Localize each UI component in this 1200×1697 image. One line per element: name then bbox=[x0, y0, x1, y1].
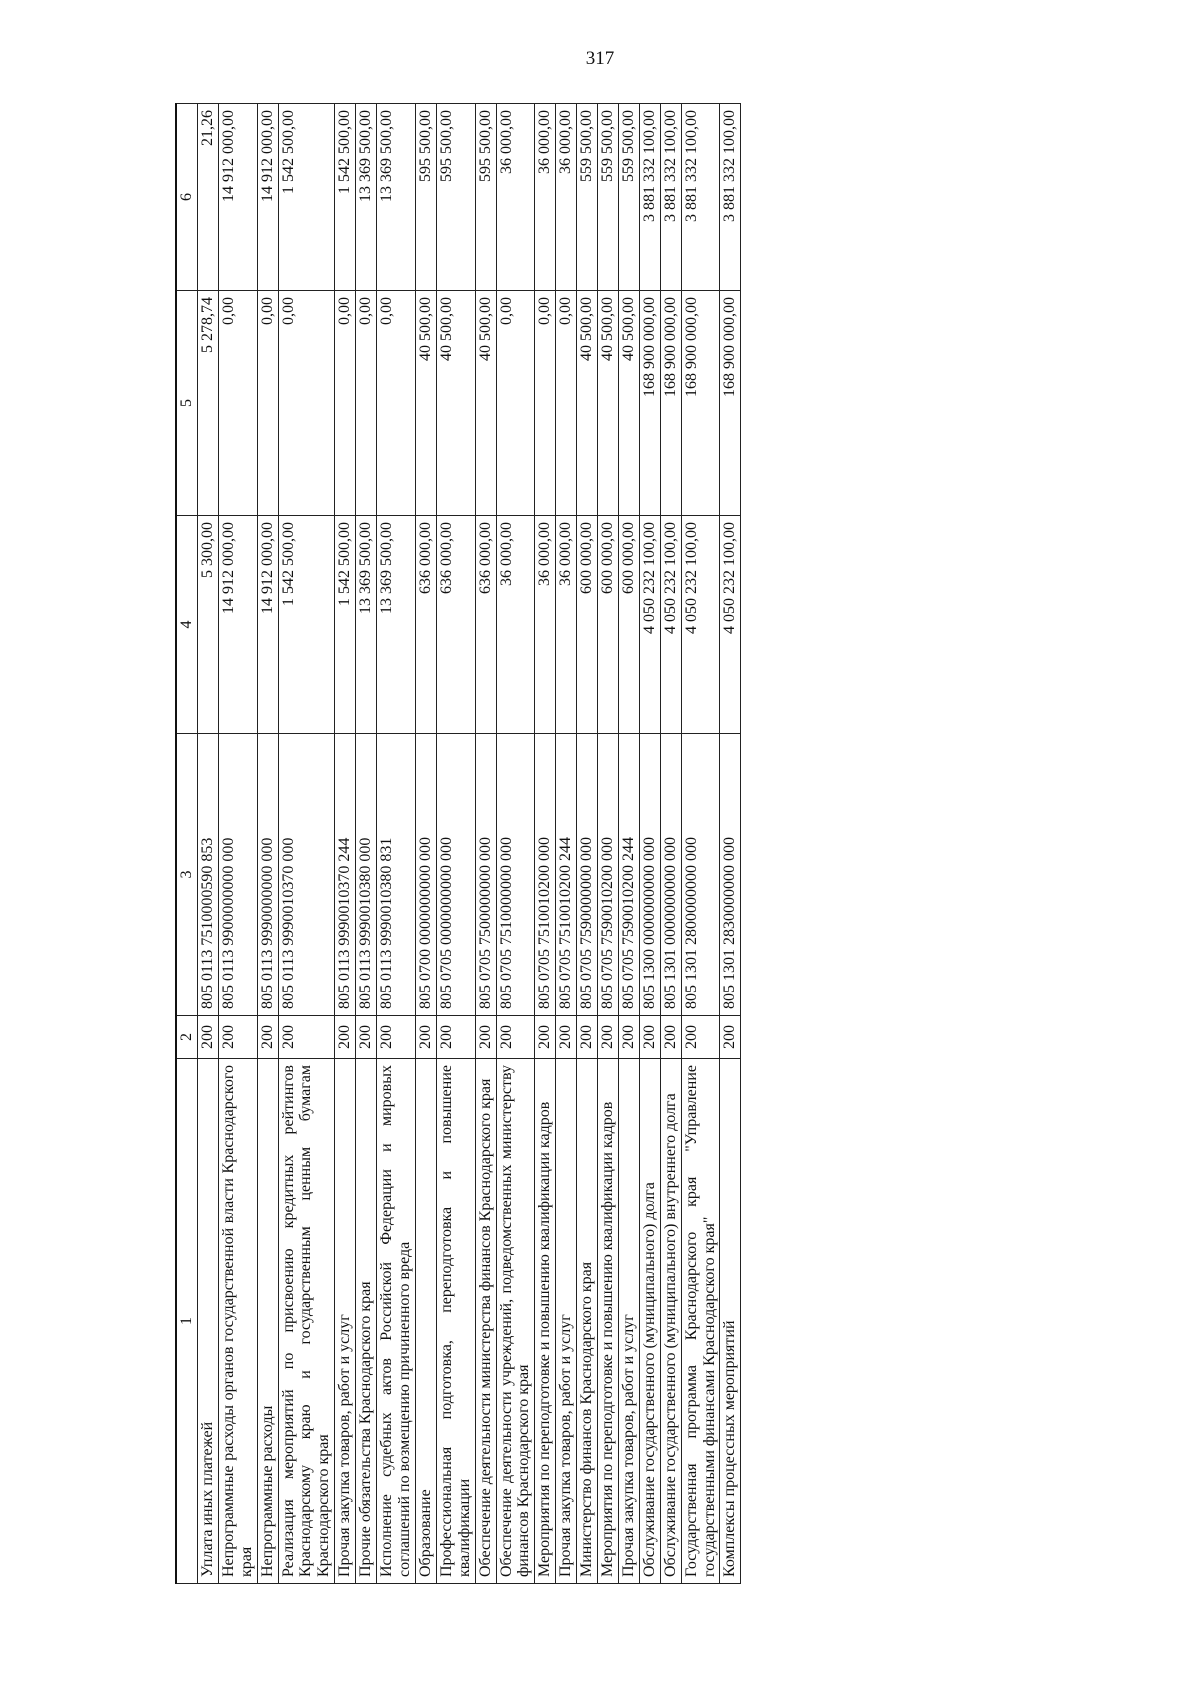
table-row bbox=[257, 104, 278, 1584]
row-code-cell: 200 bbox=[598, 1016, 619, 1059]
row-rest-cell: 36 000,00 bbox=[496, 104, 535, 291]
row-rest-cell: 3 881 332 100,00 bbox=[681, 104, 720, 291]
row-plan-cell: 600 000,00 bbox=[598, 516, 619, 734]
row-rest-cell: 559 500,00 bbox=[618, 104, 639, 291]
row-executed-cell: 168 900 000,00 bbox=[660, 291, 681, 516]
row-code-cell: 200 bbox=[496, 1016, 535, 1059]
row-kbk-cell: 805 0705 7510010200 244 bbox=[556, 734, 577, 1016]
row-plan-cell: 636 000,00 bbox=[415, 516, 436, 734]
row-kbk-cell: 805 0113 9990010370 000 bbox=[278, 734, 335, 1016]
row-executed-cell: 40 500,00 bbox=[475, 291, 496, 516]
table-row bbox=[356, 104, 377, 1584]
row-name-cell: Уплата иных платежей bbox=[197, 1059, 218, 1584]
row-name-cell: Образование bbox=[415, 1059, 436, 1584]
row-executed-cell: 40 500,00 bbox=[436, 291, 475, 516]
row-executed-cell: 0,00 bbox=[377, 291, 416, 516]
row-plan-cell: 14 912 000,00 bbox=[257, 516, 278, 734]
row-executed-cell: 0,00 bbox=[496, 291, 535, 516]
row-executed-cell: 168 900 000,00 bbox=[681, 291, 720, 516]
table-row bbox=[415, 104, 436, 1584]
table-row bbox=[335, 104, 356, 1584]
row-kbk-cell: 805 1300 0000000000 000 bbox=[639, 734, 660, 1016]
row-rest-cell: 14 912 000,00 bbox=[257, 104, 278, 291]
row-rest-cell: 3 881 332 100,00 bbox=[660, 104, 681, 291]
page-number: 317 bbox=[585, 48, 615, 69]
column-header: 3 bbox=[176, 734, 197, 1016]
row-kbk-cell: 805 0113 9990010380 831 bbox=[377, 734, 416, 1016]
row-name-cell: Прочая закупка товаров, работ и услуг bbox=[556, 1059, 577, 1584]
row-code-cell: 200 bbox=[618, 1016, 639, 1059]
row-executed-cell: 0,00 bbox=[535, 291, 556, 516]
row-plan-cell: 4 050 232 100,00 bbox=[660, 516, 681, 734]
table-row bbox=[618, 104, 639, 1584]
row-rest-cell: 3 881 332 100,00 bbox=[639, 104, 660, 291]
table-row bbox=[496, 104, 535, 1584]
row-code-cell: 200 bbox=[377, 1016, 416, 1059]
row-code-cell: 200 bbox=[356, 1016, 377, 1059]
table-row bbox=[577, 104, 598, 1584]
row-code-cell: 200 bbox=[535, 1016, 556, 1059]
budget-table bbox=[175, 103, 741, 1584]
column-header: 2 bbox=[176, 1016, 197, 1059]
row-plan-cell: 600 000,00 bbox=[577, 516, 598, 734]
row-code-cell: 200 bbox=[257, 1016, 278, 1059]
row-kbk-cell: 805 0113 9990000000 000 bbox=[257, 734, 278, 1016]
column-header: 4 bbox=[176, 516, 197, 734]
row-plan-cell: 13 369 500,00 bbox=[356, 516, 377, 734]
row-plan-cell: 1 542 500,00 bbox=[335, 516, 356, 734]
row-name-cell: Мероприятия по переподготовке и повышению квалификации кадров bbox=[598, 1059, 619, 1584]
row-name-cell: Обеспечение деятельности учреждений, подведомственных министерству финансов Краснодарского края bbox=[496, 1059, 535, 1584]
row-rest-cell: 14 912 000,00 bbox=[218, 104, 257, 291]
row-name-cell: Обслуживание государственного (муниципального) долга bbox=[639, 1059, 660, 1584]
row-rest-cell: 595 500,00 bbox=[475, 104, 496, 291]
row-executed-cell: 40 500,00 bbox=[577, 291, 598, 516]
row-executed-cell: 0,00 bbox=[335, 291, 356, 516]
row-kbk-cell: 805 1301 2830000000 000 bbox=[720, 734, 741, 1016]
row-rest-cell: 559 500,00 bbox=[577, 104, 598, 291]
row-name-cell: Прочая закупка товаров, работ и услуг bbox=[618, 1059, 639, 1584]
row-executed-cell: 0,00 bbox=[278, 291, 335, 516]
row-executed-cell: 40 500,00 bbox=[415, 291, 436, 516]
row-rest-cell: 36 000,00 bbox=[556, 104, 577, 291]
row-rest-cell: 559 500,00 bbox=[598, 104, 619, 291]
row-code-cell: 200 bbox=[639, 1016, 660, 1059]
row-rest-cell: 1 542 500,00 bbox=[278, 104, 335, 291]
row-kbk-cell: 805 0700 0000000000 000 bbox=[415, 734, 436, 1016]
row-kbk-cell: 805 0705 7590010200 244 bbox=[618, 734, 639, 1016]
row-executed-cell: 168 900 000,00 bbox=[639, 291, 660, 516]
row-executed-cell: 40 500,00 bbox=[618, 291, 639, 516]
row-name-cell: Мероприятия по переподготовке и повышению квалификации кадров bbox=[535, 1059, 556, 1584]
table-row bbox=[660, 104, 681, 1584]
budget-table-rotated bbox=[175, 104, 1055, 1584]
row-name-cell: Обслуживание государственного (муниципального) внутреннего долга bbox=[660, 1059, 681, 1584]
row-kbk-cell: 805 0113 9990010380 000 bbox=[356, 734, 377, 1016]
row-name-cell: Прочая закупка товаров, работ и услуг bbox=[335, 1059, 356, 1584]
row-executed-cell: 0,00 bbox=[556, 291, 577, 516]
row-kbk-cell: 805 0113 9990010370 244 bbox=[335, 734, 356, 1016]
row-executed-cell: 40 500,00 bbox=[598, 291, 619, 516]
row-kbk-cell: 805 0705 7510000000 000 bbox=[496, 734, 535, 1016]
row-executed-cell: 0,00 bbox=[356, 291, 377, 516]
row-code-cell: 200 bbox=[720, 1016, 741, 1059]
table-body bbox=[197, 104, 740, 1584]
row-name-cell: Непрограммные расходы органов государственной власти Краснодарского края bbox=[218, 1059, 257, 1584]
table-row bbox=[598, 104, 619, 1584]
row-code-cell: 200 bbox=[218, 1016, 257, 1059]
row-code-cell: 200 bbox=[577, 1016, 598, 1059]
row-name-cell: Реализация мероприятий по присвоению кредитных рейтингов Краснодарскому краю и государственным ценным бумагам Краснодарского края bbox=[278, 1059, 335, 1584]
row-kbk-cell: 805 0705 7590010200 000 bbox=[598, 734, 619, 1016]
row-plan-cell: 636 000,00 bbox=[436, 516, 475, 734]
table-row bbox=[681, 104, 720, 1584]
row-kbk-cell: 805 0113 7510000590 853 bbox=[197, 734, 218, 1016]
row-code-cell: 200 bbox=[197, 1016, 218, 1059]
row-code-cell: 200 bbox=[335, 1016, 356, 1059]
table-row bbox=[720, 104, 741, 1584]
column-header: 5 bbox=[176, 291, 197, 516]
row-executed-cell: 168 900 000,00 bbox=[720, 291, 741, 516]
table-row bbox=[377, 104, 416, 1584]
row-plan-cell: 600 000,00 bbox=[618, 516, 639, 734]
row-plan-cell: 4 050 232 100,00 bbox=[720, 516, 741, 734]
row-name-cell: Государственная программа Краснодарского края "Управление государственными финансами Краснодарского края" bbox=[681, 1059, 720, 1584]
row-kbk-cell: 805 0113 9900000000 000 bbox=[218, 734, 257, 1016]
row-kbk-cell: 805 0705 7510010200 000 bbox=[535, 734, 556, 1016]
row-plan-cell: 36 000,00 bbox=[535, 516, 556, 734]
row-code-cell: 200 bbox=[415, 1016, 436, 1059]
row-kbk-cell: 805 0705 0000000000 000 bbox=[436, 734, 475, 1016]
table-row bbox=[278, 104, 335, 1584]
row-plan-cell: 36 000,00 bbox=[556, 516, 577, 734]
row-rest-cell: 595 500,00 bbox=[415, 104, 436, 291]
row-plan-cell: 636 000,00 bbox=[475, 516, 496, 734]
row-kbk-cell: 805 0705 7500000000 000 bbox=[475, 734, 496, 1016]
table-row bbox=[475, 104, 496, 1584]
row-plan-cell: 36 000,00 bbox=[496, 516, 535, 734]
row-plan-cell: 4 050 232 100,00 bbox=[639, 516, 660, 734]
table-row bbox=[535, 104, 556, 1584]
row-plan-cell: 13 369 500,00 bbox=[377, 516, 416, 734]
row-name-cell: Министерство финансов Краснодарского края bbox=[577, 1059, 598, 1584]
column-header: 6 bbox=[176, 104, 197, 291]
row-name-cell: Профессиональная подготовка, переподготовка и повышение квалификации bbox=[436, 1059, 475, 1584]
row-plan-cell: 14 912 000,00 bbox=[218, 516, 257, 734]
row-code-cell: 200 bbox=[436, 1016, 475, 1059]
table-row bbox=[436, 104, 475, 1584]
column-header: 1 bbox=[176, 1059, 197, 1584]
row-name-cell: Непрограммные расходы bbox=[257, 1059, 278, 1584]
row-name-cell: Исполнение судебных актов Российской Федерации и мировых соглашений по возмещению причиненного вреда bbox=[377, 1059, 416, 1584]
row-kbk-cell: 805 1301 0000000000 000 bbox=[660, 734, 681, 1016]
row-code-cell: 200 bbox=[278, 1016, 335, 1059]
row-rest-cell: 13 369 500,00 bbox=[356, 104, 377, 291]
table-row bbox=[556, 104, 577, 1584]
row-rest-cell: 1 542 500,00 bbox=[335, 104, 356, 291]
row-code-cell: 200 bbox=[475, 1016, 496, 1059]
row-kbk-cell: 805 0705 7590000000 000 bbox=[577, 734, 598, 1016]
row-rest-cell: 3 881 332 100,00 bbox=[720, 104, 741, 291]
row-name-cell: Комплексы процессных мероприятий bbox=[720, 1059, 741, 1584]
row-rest-cell: 595 500,00 bbox=[436, 104, 475, 291]
row-code-cell: 200 bbox=[556, 1016, 577, 1059]
row-executed-cell: 0,00 bbox=[257, 291, 278, 516]
row-name-cell: Обеспечение деятельности министерства финансов Краснодарского края bbox=[475, 1059, 496, 1584]
row-executed-cell: 0,00 bbox=[218, 291, 257, 516]
row-plan-cell: 1 542 500,00 bbox=[278, 516, 335, 734]
row-rest-cell: 21,26 bbox=[197, 104, 218, 291]
row-executed-cell: 5 278,74 bbox=[197, 291, 218, 516]
row-kbk-cell: 805 1301 2800000000 000 bbox=[681, 734, 720, 1016]
row-plan-cell: 4 050 232 100,00 bbox=[681, 516, 720, 734]
table-row bbox=[218, 104, 257, 1584]
row-rest-cell: 36 000,00 bbox=[535, 104, 556, 291]
table-row bbox=[639, 104, 660, 1584]
header-row bbox=[176, 104, 197, 1584]
row-name-cell: Прочие обязательства Краснодарского края bbox=[356, 1059, 377, 1584]
row-plan-cell: 5 300,00 bbox=[197, 516, 218, 734]
table-row bbox=[197, 104, 218, 1584]
row-code-cell: 200 bbox=[660, 1016, 681, 1059]
row-rest-cell: 13 369 500,00 bbox=[377, 104, 416, 291]
row-code-cell: 200 bbox=[681, 1016, 720, 1059]
